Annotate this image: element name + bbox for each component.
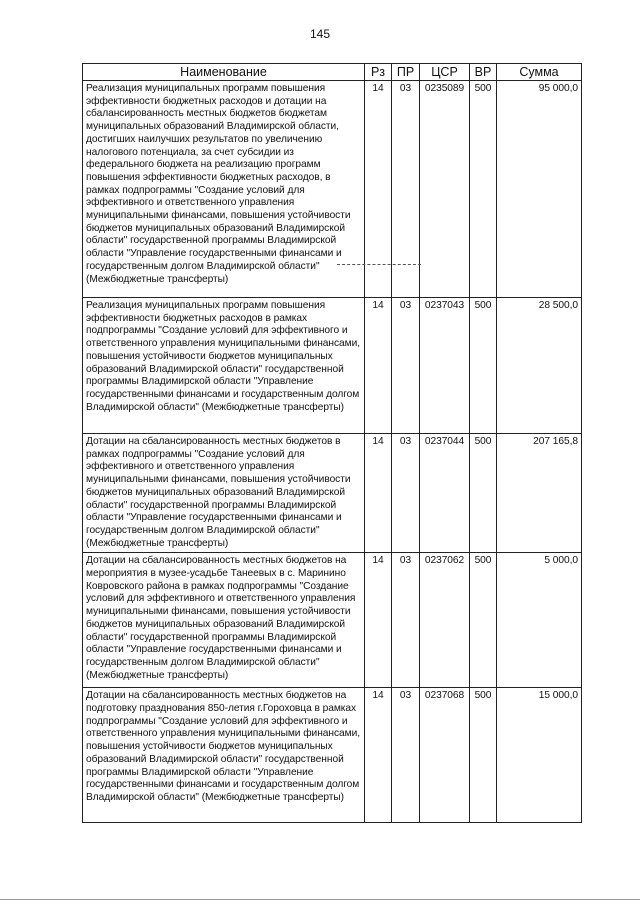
table-header-row [83,64,582,81]
row-rz: 14 [365,553,392,688]
row-name: Дотации на сбалансированность местных бюджетов на подготовку празднования 850-летия г.Гороховца в рамках подпрограммы "Создание условий для эффективного и ответственного управления муниципальными финансами, повышения устойчивости бюджетов муниципальных образований Владимирской области" государственной программы Владимирской области "Управление государственными финансами и государственным долгом Владимирской области" (Межбюджетные трансферты) [83,688,365,823]
row-rz: 14 [365,81,392,298]
header-sum: Сумма [497,64,582,81]
row-pr: 03 [392,434,420,553]
header-vr: ВР [470,64,497,81]
row-sum: 28 500,0 [497,298,582,434]
row-name: Реализация муниципальных программ повышения эффективности бюджетных расходов и дотации на сбалансированность местных бюджетов бюджетам муниципальных образований Владимирской области, достигших наилучших результатов по увеличению налогового потенциала, за счет субсидии из федерального бюджета на реализацию программ повышения эффективности бюджетных расходов, в рамках подпрограммы "Создание условий для эффективного и ответственного управления муниципальными финансами, повышения устойчивости бюджетов муниципальных образований Владимирской области" государственной программы Владимирской области "Управление государственными финансами и государственным долгом Владимирской области" (Межбюджетные трансферты) [83,81,365,298]
row-sum: 95 000,0 [497,81,582,298]
row-rz: 14 [365,688,392,823]
row-pr: 03 [392,688,420,823]
row-csr: 0237043 [420,298,470,434]
row-pr: 03 [392,298,420,434]
row-vr: 500 [470,688,497,823]
row-csr: 0237062 [420,553,470,688]
row-csr: 0235089 [420,81,470,298]
table-row [83,688,582,823]
table-row [83,553,582,688]
row-csr: 0237044 [420,434,470,553]
row-sum: 5 000,0 [497,553,582,688]
header-csr: ЦСР [420,64,470,81]
page-bottom-edge [0,899,640,900]
table-row [83,81,582,298]
row-pr: 03 [392,553,420,688]
row-csr: 0237068 [420,688,470,823]
row-rz: 14 [365,298,392,434]
table-row [83,298,582,434]
scan-dash-mark [337,264,421,265]
row-rz: 14 [365,434,392,553]
row-vr: 500 [470,434,497,553]
row-vr: 500 [470,81,497,298]
row-name: Реализация муниципальных программ повышения эффективности бюджетных расходов в рамках подпрограммы "Создание условий для эффективного и ответственного управления муниципальными финансами, повышения устойчивости бюджетов муниципальных образований Владимирской области" государственной программы Владимирской области "Управление государственными финансами и государственным долгом Владимирской области" (Межбюджетные трансферты) [83,298,365,434]
row-name: Дотации на сбалансированность местных бюджетов на мероприятия в музее-усадьбе Танеевых в с. Маринино Ковровского района в рамках подпрограммы "Создание условий для эффективного и ответственного управления муниципальными финансами, повышения устойчивости бюджетов муниципальных образований Владимирской области" государственной программы Владимирской области "Управление государственными финансами и государственным долгом Владимирской области" (Межбюджетные трансферты) [83,553,365,688]
row-pr: 03 [392,81,420,298]
table-row [83,434,582,553]
row-vr: 500 [470,298,497,434]
row-name: Дотации на сбалансированность местных бюджетов в рамках подпрограммы "Создание условий для эффективного и ответственного управления муниципальными финансами, повышения устойчивости бюджетов муниципальных образований Владимирской области" государственной программы Владимирской области "Управление государственными финансами и государственным долгом Владимирской области" (Межбюджетные трансферты) [83,434,365,553]
budget-table [82,63,582,823]
row-sum: 207 165,8 [497,434,582,553]
row-sum: 15 000,0 [497,688,582,823]
header-pr: ПР [392,64,420,81]
header-name: Наименование [83,64,365,81]
header-rz: Рз [365,64,392,81]
row-vr: 500 [470,553,497,688]
page-number: 145 [309,27,331,41]
